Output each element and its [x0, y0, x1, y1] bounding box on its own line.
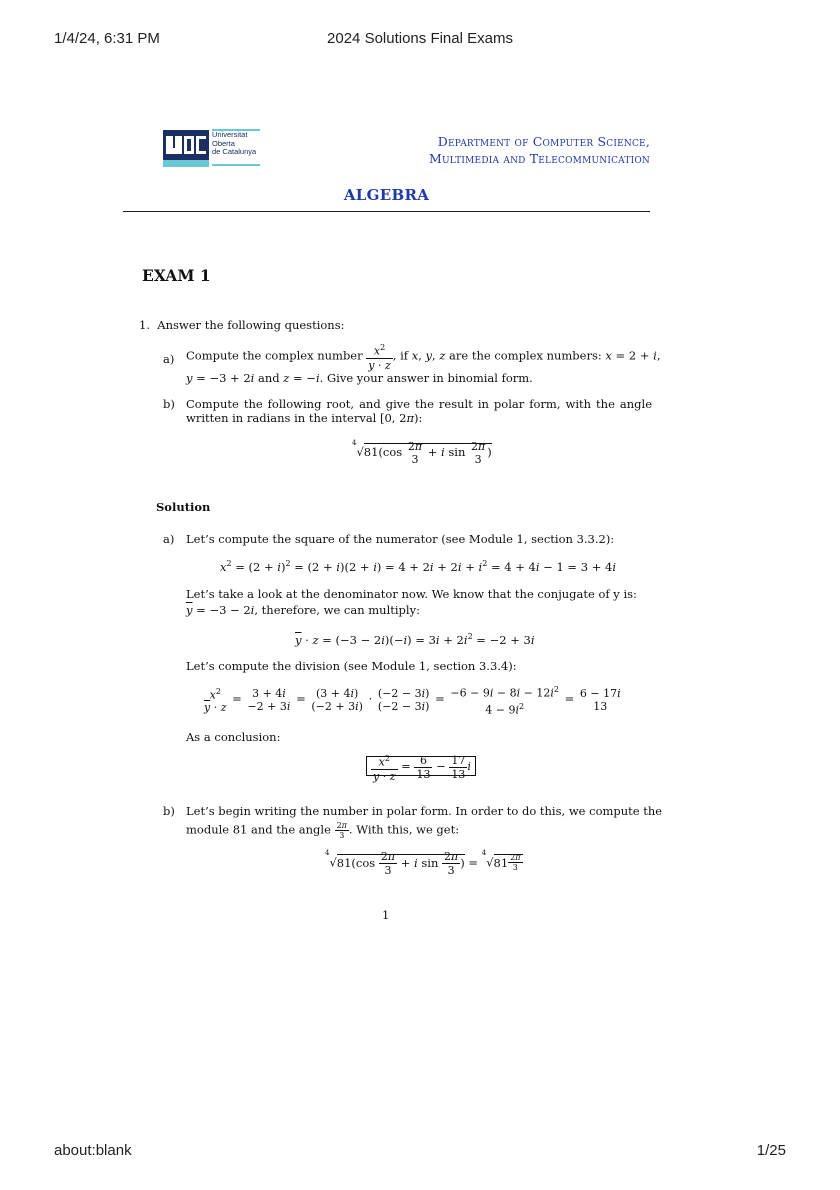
formula-denominator: $\overline{y} \cdot z = (-3 - 2i)(-i) = 3i + 2i^2 = -2 + 3i$ — [295, 632, 535, 647]
question-a-label: a) — [163, 352, 175, 366]
course-title: ALGEBRA — [343, 186, 430, 204]
print-timestamp: 1/4/24, 6:31 PM — [54, 30, 160, 47]
solution-a-label: a) — [163, 532, 175, 546]
question-number: 1. — [139, 318, 150, 332]
formula-division: $x^2$ $\overline{y} \cdot z$ = 3 + 4i −2 + 3i = (3 + 4i) (−2 + 3i) · (−2 − 3i) (−2 − 3i) = $-6 - 9i - 8i - 12i^2$ $4 - 9i^2$ = 6 − 17i 13 — [204, 685, 621, 717]
question-b-formula: $^4$√81(cos 2π 3 + i sin 2π 3 ) — [352, 439, 492, 466]
solution-b-line2: module 81 and the angle $\frac{2\pi}{3}$ . With this, we get: — [186, 821, 460, 840]
print-title: 2024 Solutions Final Exams — [327, 30, 513, 47]
conjugate-line: $\overline{y} = -3 - 2i$, therefore, we can multiply: — [186, 603, 420, 617]
logo-line-1: Universitat — [212, 130, 248, 139]
print-url: about:blank — [54, 1142, 132, 1159]
formula-square-numerator: $x^2 = (2 + i)^2 = (2 + i)(2 + i) = 4 + 2i + 2i + i^2 = 4 + 4i - 1 = 3 + 4i$ — [220, 559, 616, 574]
question-a-text: Compute the complex number $\frac{x^2}{\overline{y} \cdot z}$ , if x, y, z are the complex numbers: x = 2 + i, y = −3 + 2i and z = −i. Give your answer in binomial form. — [186, 343, 661, 385]
print-page-count: 1/25 — [756, 1142, 786, 1159]
department-line-2: Multimedia and Telecommunication — [428, 151, 650, 166]
solution-heading: Solution — [156, 500, 211, 514]
question-1 — [139, 318, 345, 332]
solution-a-line2: Let’s take a look at the denominator now. We know that the conjugate of y is: — [186, 587, 637, 601]
logo-bottom-bar — [212, 164, 260, 166]
solution-a-line1: Let’s compute the square of the numerator (see Module 1, section 3.3.2): — [186, 532, 615, 546]
fraction-x2-over-ybar-z: $\frac{x^2}{\overline{y} \cdot z}$ — [368, 343, 391, 372]
logo-line-3: de Catalunya — [212, 147, 257, 156]
department-line-1: Department of Computer Science, — [437, 134, 650, 149]
solution-b-label: b) — [163, 804, 175, 818]
logo-line-2: Oberta — [212, 138, 235, 148]
question-b-text: Compute the following root, and give the result in polar form, with the angle written in radians in the interval [0, 2π): — [186, 397, 652, 425]
page-number: 1 — [382, 908, 390, 922]
question-b-label: b) — [163, 397, 175, 411]
logo-text — [212, 131, 256, 157]
uoc-logo-mark — [163, 130, 209, 167]
boxed-result: $\frac{x^2}{\overline{y} \cdot z}$ = $\frac{6}{13}$ − $\frac{17}{13}$ i — [366, 752, 476, 783]
exam-title: EXAM 1 — [142, 266, 211, 285]
solution-a-line3: Let’s compute the division (see Module 1, section 3.3.4): — [186, 659, 517, 673]
solution-b-line1: Let’s begin writing the number in polar form. In order to do this, we compute the — [186, 804, 663, 818]
solution-a-conclusion: As a conclusion: — [186, 730, 281, 744]
header-rule — [123, 211, 650, 212]
question-intro: Answer the following questions: — [157, 318, 345, 332]
department-name — [429, 133, 650, 167]
uoc-logo — [163, 130, 260, 167]
formula-polar: $^4$√81(cos $\frac{2\pi}{3}$ + i sin $\frac{2\pi}{3}$ ) = $^4$√81 $_{\frac{2\pi}{3}}$ — [325, 849, 521, 877]
